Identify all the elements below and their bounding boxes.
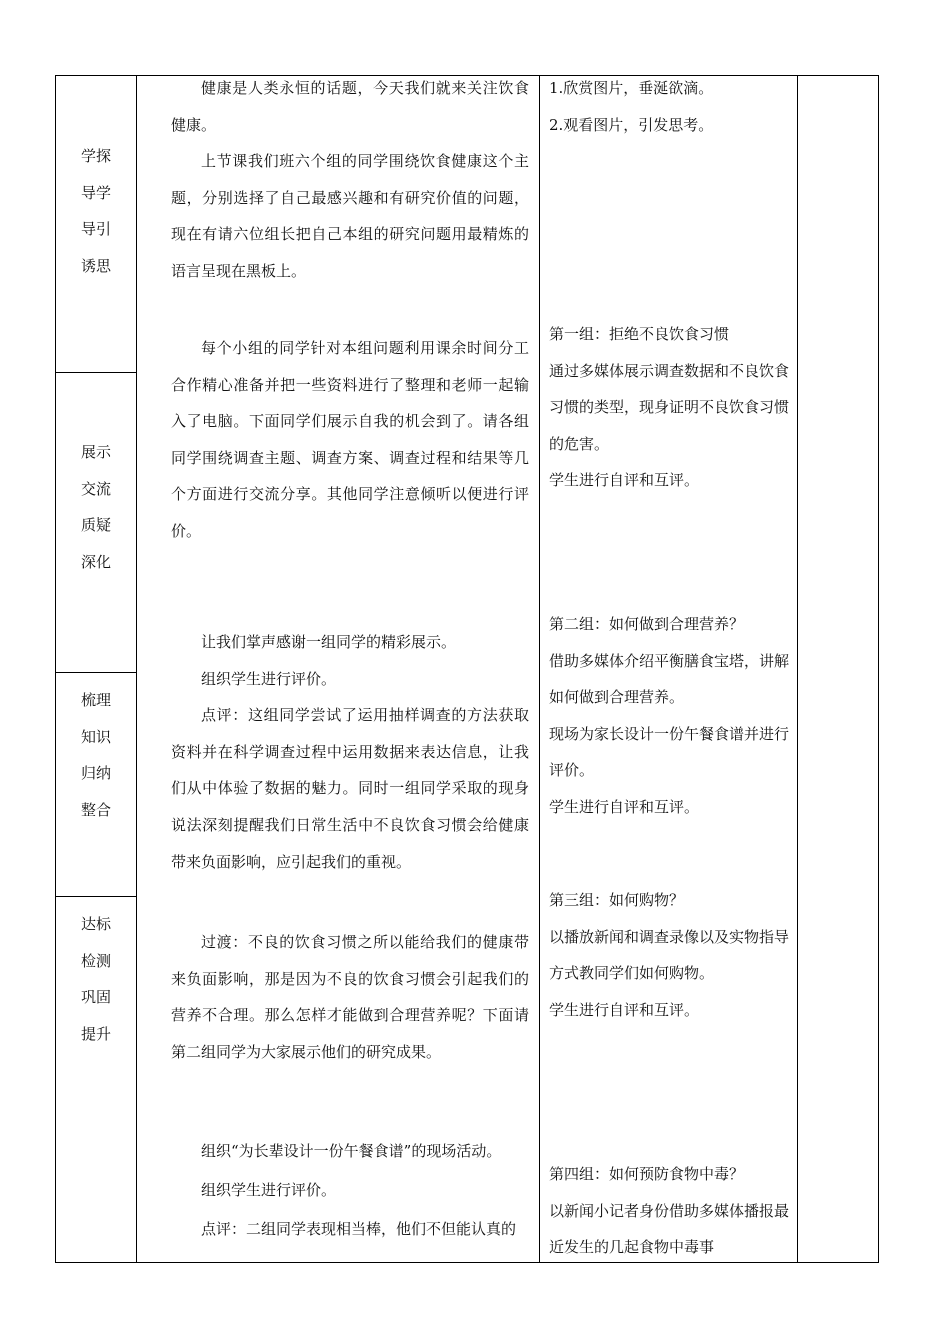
teacher-group-share	[171, 330, 529, 550]
stage-label-line: 知识	[80, 727, 111, 746]
row-divider-1	[56, 372, 136, 373]
teacher-paragraph: 点评：这组同学尝试了运用抽样调查的方法获取资料并在科学调查过程中运用数据来表达信息，让我们从中体验了数据的魅力。同时一组同学采取的现身说法深刻提醒我们日常生活中不良饮食习惯会给健康带来负面影响，应引起我们的重视。	[171, 706, 529, 871]
row-divider-2	[56, 672, 136, 673]
stage-label-exchange	[56, 434, 136, 580]
teacher-paragraph: 让我们掌声感谢一组同学的精彩展示。	[201, 633, 457, 651]
stage-label-line: 归纳	[80, 764, 111, 782]
student-group2	[549, 606, 795, 825]
teacher-paragraph: 每个小组的同学针对本组问题利用课余时间分工合作精心准备并把一些资料进行了整理和老师一起输入了电脑。下面同学们展示自我的机会到了。请各组同学围绕调查主题、调查方案、调查过程和结果等几个方面进行交流分享。其他同学注意倾听以便进行评价。	[171, 339, 529, 540]
stage-label-line: 检测	[80, 951, 111, 970]
teacher-paragraph: 健康是人类永恒的话题，今天我们就来关注饮食健康。	[171, 79, 529, 134]
stage-label-line: 展示	[80, 443, 111, 461]
stage-label-line: 学探	[80, 147, 111, 165]
stage-label-line: 整合	[80, 800, 111, 819]
stage-label-line: 质疑	[80, 516, 111, 534]
stage-label-assessment	[56, 906, 136, 1052]
stage-label-line: 提升	[80, 1024, 111, 1043]
student-line: 现场为家长设计一份午餐食谱并进行评价。	[549, 724, 790, 779]
student-group4	[549, 1156, 795, 1266]
student-line: 第二组：如何做到合理营养？	[549, 615, 745, 633]
student-line: 以新闻小记者身份借助多媒体播报最近发生的几起食物中毒事	[549, 1201, 790, 1256]
teacher-paragraph: 组织“为长辈设计一份午餐食谱”的现场活动。	[201, 1142, 502, 1160]
row-divider-3	[56, 896, 136, 897]
student-line: 以播放新闻和调查录像以及实物指导方式教同学们如何购物。	[549, 927, 790, 982]
student-line: 第三组：如何购物？	[549, 891, 685, 909]
stage-label-line: 交流	[80, 479, 111, 498]
teacher-paragraph: 组织学生进行评价。	[201, 1181, 337, 1199]
teacher-paragraph: 组织学生进行评价。	[201, 669, 337, 688]
student-intro	[549, 70, 795, 143]
stage-label-line: 巩固	[80, 988, 111, 1006]
student-line: 第四组：如何预防食物中毒？	[549, 1165, 745, 1183]
teacher-intro	[171, 70, 529, 290]
teacher-group1-review	[171, 624, 529, 880]
teacher-activity	[171, 1132, 529, 1249]
student-group3	[549, 882, 795, 1028]
student-line: 学生进行自评和互评。	[549, 1000, 700, 1019]
student-line: 学生进行自评和互评。	[549, 797, 700, 816]
column-divider-3	[797, 76, 798, 1262]
student-line: 借助多媒体介绍平衡膳食宝塔，讲解如何做到合理营养。	[549, 651, 790, 706]
student-line: 2.观看图片，引发思考。	[549, 115, 714, 134]
stage-label-summary	[56, 682, 136, 828]
stage-label-line: 导引	[80, 220, 111, 238]
stage-label-line: 导学	[80, 183, 111, 202]
stage-label-line: 诱思	[80, 256, 111, 275]
teacher-paragraph: 过渡：不良的饮食习惯之所以能给我们的健康带来负面影响，那是因为不良的饮食习惯会引起我们的营养不合理。那么怎样才能做到合理营养呢？下面请第二组同学为大家展示他们的研究成果。	[171, 933, 529, 1061]
student-line: 通过多媒体展示调查数据和不良饮食习惯的类型，现身证明不良饮食习惯的危害。	[549, 361, 790, 453]
teacher-paragraph: 点评：二组同学表现相当棒，他们不但能认真的	[201, 1220, 517, 1238]
student-line: 1.欣赏图片，垂涎欲滴。	[549, 79, 714, 97]
stage-label-guide	[56, 138, 136, 284]
column-divider-1	[136, 76, 137, 1262]
stage-label-line: 达标	[80, 915, 111, 933]
stage-label-line: 深化	[80, 552, 111, 571]
teacher-transition	[171, 924, 529, 1070]
student-group1	[549, 316, 795, 499]
student-line: 第一组：拒绝不良饮食习惯	[549, 325, 730, 343]
lesson-plan-table	[55, 75, 879, 1263]
column-divider-2	[539, 76, 540, 1262]
student-line: 学生进行自评和互评。	[549, 471, 700, 489]
teacher-paragraph: 上节课我们班六个组的同学围绕饮食健康这个主题，分别选择了自己最感兴趣和有研究价值的问题，现在有请六位组长把自己本组的研究问题用最精炼的语言呈现在黑板上。	[171, 152, 529, 280]
stage-label-line: 梳理	[80, 691, 111, 709]
